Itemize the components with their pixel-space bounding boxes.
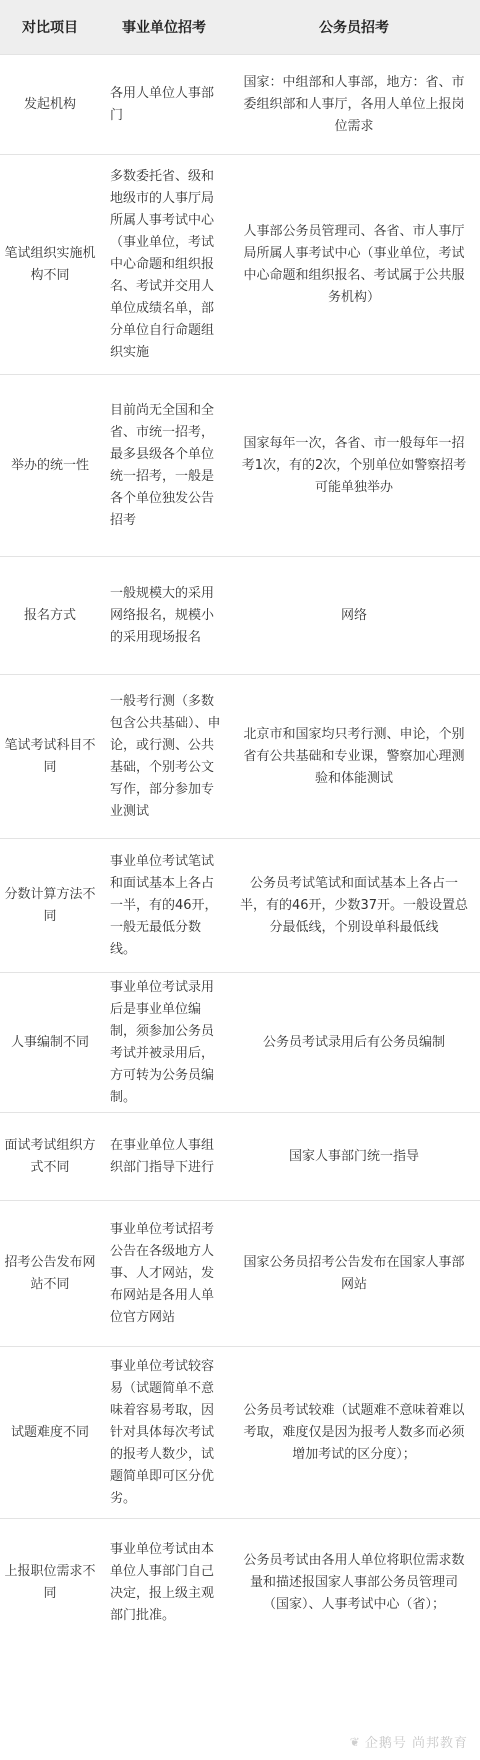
row-item: 试题难度不同: [0, 1347, 100, 1519]
row-gongwuyuan: 公务员考试笔试和面试基本上各占一半，有的46开，少数37开。一般设置总分最低线，个别设单科最低线: [228, 839, 480, 973]
table-row: [0, 1347, 480, 1519]
row-shiye: 事业单位考试招考公告在各级地方人事、人才网站，发布网站是各用人单位官方网站: [100, 1201, 228, 1347]
row-item: 举办的统一性: [0, 375, 100, 557]
watermark-text: 企鹅号 尚邦教育: [364, 1736, 468, 1751]
row-gongwuyuan: 国家每年一次，各省、市一般每年一招考1次，有的2次，个别单位如警察招考可能单独举办: [228, 375, 480, 557]
table-row: [0, 1113, 480, 1201]
table-row: [0, 839, 480, 973]
header-item: 对比项目: [0, 0, 100, 55]
table-row: [0, 375, 480, 557]
row-shiye: 事业单位考试录用后是事业单位编制，须参加公务员考试并被录用后，方可转为公务员编制。: [100, 973, 228, 1113]
row-item: 报名方式: [0, 557, 100, 675]
row-shiye: 一般考行测（多数包含公共基础）、申论，或行测、公共基础，个别考公文写作，部分参加专业测试: [100, 675, 228, 839]
row-item: 人事编制不同: [0, 973, 100, 1113]
row-item: 笔试考试科目不同: [0, 675, 100, 839]
row-gongwuyuan: 公务员考试较难（试题难不意味着难以考取，难度仅是因为报考人数多而必须增加考试的区分度）；: [228, 1347, 480, 1519]
row-gongwuyuan: 北京市和国家均只考行测、申论，个别省有公共基础和专业课，警察加心理测验和体能测试: [228, 675, 480, 839]
table-row: [0, 1519, 480, 1647]
row-shiye: 多数委托省、级和地级市的人事厅局所属人事考试中心（事业单位，考试中心命题和组织报名、考试并交用人单位成绩名单，部分单位自行命题组织实施: [100, 155, 228, 375]
row-gongwuyuan: 国家人事部门统一指导: [228, 1113, 480, 1201]
row-gongwuyuan: 国家公务员招考公告发布在国家人事部网站: [228, 1201, 480, 1347]
table-row: [0, 557, 480, 675]
table-row: [0, 1201, 480, 1347]
watermark: [350, 1732, 468, 1751]
row-gongwuyuan: 公务员考试录用后有公务员编制: [228, 973, 480, 1113]
row-gongwuyuan: 公务员考试由各用人单位将职位需求数量和描述报国家人事部公务员管理司（国家）、人事考试中心（省）；: [228, 1519, 480, 1647]
row-gongwuyuan: 人事部公务员管理司、各省、市人事厅局所属人事考试中心（事业单位，考试中心命题和组织报名、考试属于公共服务机构）: [228, 155, 480, 375]
header-shiye: 事业单位招考: [100, 0, 228, 55]
table-row: [0, 155, 480, 375]
row-shiye: 事业单位考试笔试和面试基本上各占一半，有的46开，一般无最低分数线。: [100, 839, 228, 973]
row-shiye: 目前尚无全国和全省、市统一招考，最多县级各个单位统一招考，一般是各个单位独发公告招考: [100, 375, 228, 557]
row-item: 面试考试组织方式不同: [0, 1113, 100, 1201]
table-row: [0, 973, 480, 1113]
table-row: [0, 55, 480, 155]
row-item: 招考公告发布网站不同: [0, 1201, 100, 1347]
row-shiye: 事业单位考试较容易（试题简单不意味着容易考取，因针对具体每次考试的报考人数少，试题简单即可区分优劣。: [100, 1347, 228, 1519]
row-gongwuyuan: 国家：中组部和人事部，地方：省、市委组织部和人事厅，各用人单位上报岗位需求: [228, 55, 480, 155]
table-header-row: [0, 0, 480, 55]
row-shiye: 一般规模大的采用网络报名，规模小的采用现场报名: [100, 557, 228, 675]
row-gongwuyuan: 网络: [228, 557, 480, 675]
row-item: 笔试组织实施机构不同: [0, 155, 100, 375]
header-gongwuyuan: 公务员招考: [228, 0, 480, 55]
feather-icon: ❦: [349, 1734, 361, 1749]
row-item: 发起机构: [0, 55, 100, 155]
row-shiye: 在事业单位人事组织部门指导下进行: [100, 1113, 228, 1201]
row-shiye: 各用人单位人事部门: [100, 55, 228, 155]
row-shiye: 事业单位考试由本单位人事部门自己决定，报上级主观部门批准。: [100, 1519, 228, 1647]
row-item: 上报职位需求不同: [0, 1519, 100, 1647]
row-item: 分数计算方法不同: [0, 839, 100, 973]
table-row: [0, 675, 480, 839]
